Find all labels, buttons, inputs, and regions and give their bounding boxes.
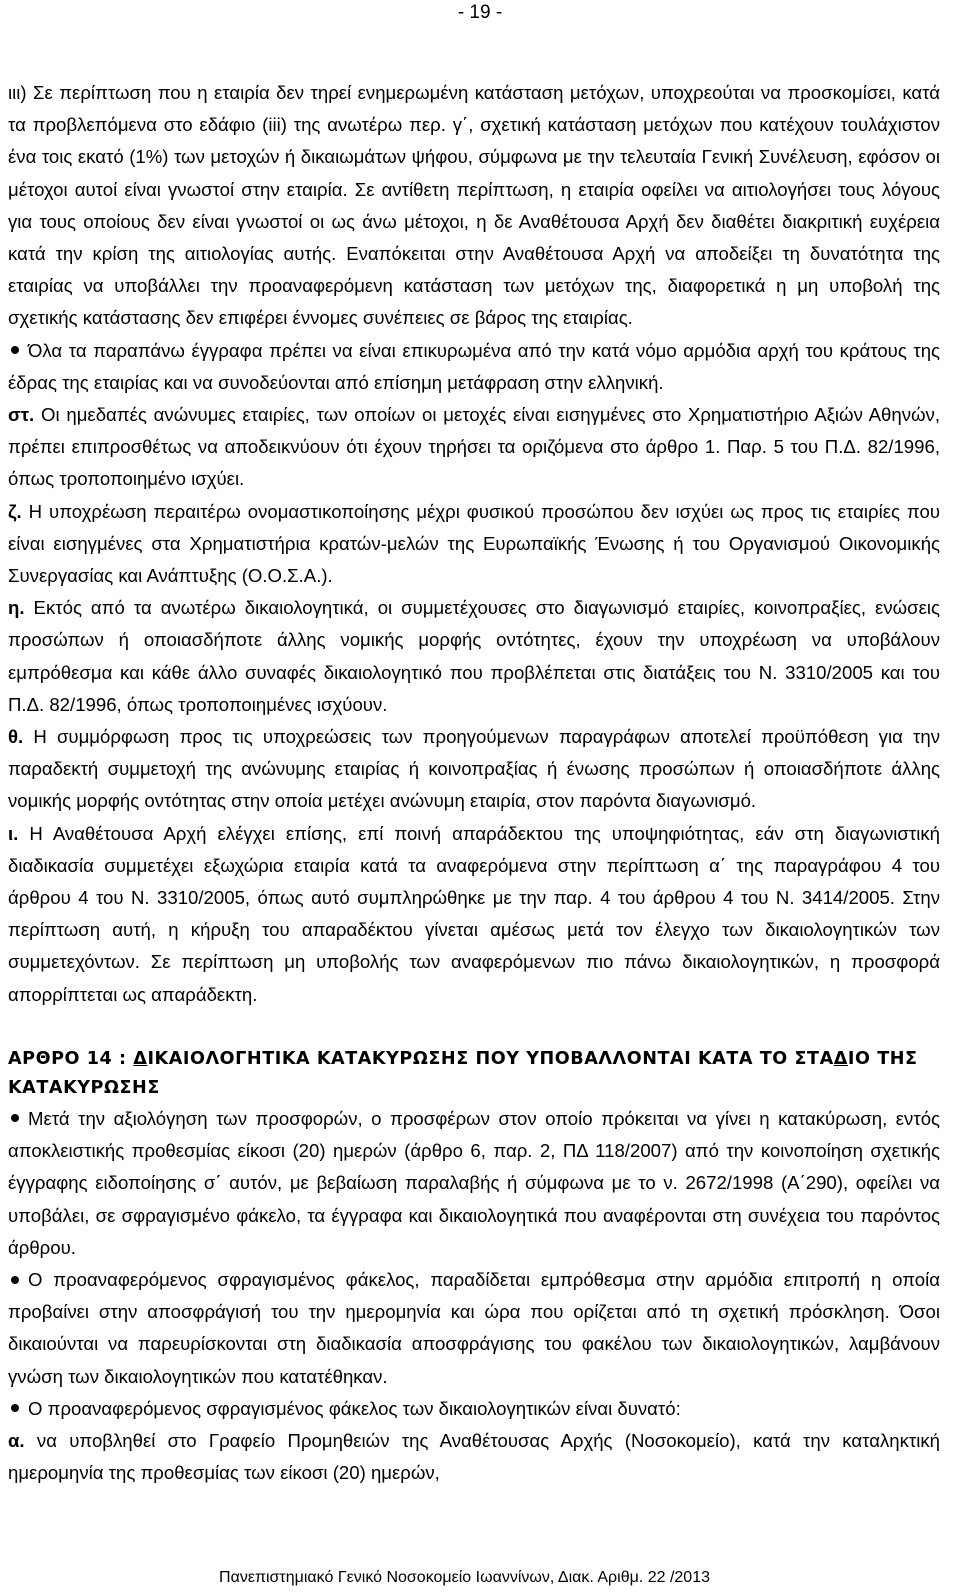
- paragraph-text: Η Αναθέτουσα Αρχή ελέγχει επίσης, επί ποινή απαράδεκτου της υποψηφιότητας, εάν στη διαγωνιστική διαδικασία συμμετέχει εξωχώρια εταιρία κατά τα αναφερόμενα στην περίπτωση α΄ της παραγράφου 4 του άρθρου 4 του Ν. 3310/2005, όπως αυτό συμπληρώθηκε με την παρ. 4 του άρθρου 4 του Ν. 3414/2005. Στην περίπτωση αυτή, η κήρυξη του απαραδέκτου γίνεται αμέσως μετά τον έλεγχο των δικαιολογητικών των συμμετεχόντων. Σε περίπτωση μη υποβολής των αναφερόμενων πιο πάνω δικαιολογητικών, η προσφορά απορρίπτεται ως απαράδεκτη.: [8, 822, 940, 1005]
- bullet-icon: [11, 1404, 19, 1412]
- paragraph-lead: ι.: [8, 822, 19, 844]
- paragraph-lead: στ.: [8, 404, 35, 426]
- page-footer: Πανεπιστημιακό Γενικό Νοσοκομείο Ιωαννίνων, Διακ. Αριθμ. 22 /2013: [219, 1569, 710, 1586]
- paragraph-z: [8, 496, 940, 593]
- paragraph-text: Η συμμόρφωση προς τις υποχρεώσεις των προηγούμενων παραγράφων αποτελεί προϋπόθεση για την παραδεκτή συμμετοχή της ανώνυμης εταιρίας ή κοινοπραξίας ή ένωσης προσώπων ή οποιασδήποτε άλλης νομικής μορφής οντότητας στην οποία μετέχει ανώνυμη εταιρία, στον παρόντα διαγωνισμό.: [8, 726, 940, 812]
- page-number: - 19 -: [457, 2, 503, 23]
- bullet-text: Μετά την αξιολόγηση των προσφορών, ο προσφέρων στον οποίο πρόκειται να γίνει η κατακύρωση, εντός αποκλειστικής προθεσμίας είκοσι (20) ημερών (άρθρο 6, παρ. 2, ΠΔ 118/2007) από την κοινοποίηση σχετικής έγγραφης ειδοποίησης σ΄ αυτόν, με βεβαίωση παραλαβής ή σύμφωνα με το ν. 2672/1998 (Α΄290), οφείλει να υποβάλει, σε σφραγισμένο φάκελο, τα έγγραφα και δικαιολογητικά που αναφέρονται στη συνέχεια του παρόντος άρθρου.: [8, 1107, 940, 1258]
- paragraph-lead: θ.: [8, 726, 24, 748]
- bullet-item-certified-documents: [8, 335, 940, 399]
- paragraph-lead: ζ.: [8, 500, 22, 522]
- paragraph-a: [8, 1425, 940, 1489]
- bullet-text: Ο προαναφερόμενος σφραγισμένος φάκελος, παραδίδεται εμπρόθεσμα στην αρμόδια επιτροπή η οποία προβαίνει στην αποσφράγισή του την ημερομηνία και ώρα που ορίζεται από τη σχετική πρόσκληση. Όσοι δικαιούνται να παρευρίσκονται στη διαδικασία αποσφράγισης του φακέλου των δικαιολογητικών, λαμβάνουν γνώση των δικαιολογητικών που κατατέθηκαν.: [8, 1268, 940, 1387]
- bullet-item-envelope-submission: [8, 1393, 940, 1425]
- heading-text-part-1: ΙΚΑΙΟΛΟΓΗΤΙΚΑ ΚΑΤΑΚΥΡΩΣΗΣ ΠΟΥ ΥΠΟΒΑΛΛΟΝΤΑΙ ΚΑΤΑ ΤΟ ΣΤΑ: [147, 1048, 834, 1069]
- heading-text-part-2: ΙΟ ΤΗΣ ΚΑΤΑΚΥΡΩΣΗΣ: [8, 1048, 918, 1098]
- paragraph-lead: α.: [8, 1429, 25, 1451]
- bullet-icon: [11, 1114, 19, 1122]
- paragraph-text: Εκτός από τα ανωτέρω δικαιολογητικά, οι συμμετέχουσες στο διαγωνισμό εταιρίες, κοινοπραξίες, ενώσεις προσώπων ή οποιασδήποτε άλλης νομικής μορφής οντότητες, έχουν την υποχρέωση να υποβάλουν εμπρόθεσμα και κάθε άλλο συναφές δικαιολογητικό που προβλέπεται στις διατάξεις του Ν. 3310/2005 και του Π.Δ. 82/1996, όπως τροποποιημένες ισχύουν.: [8, 597, 940, 715]
- bullet-text: Ο προαναφερόμενος σφραγισμένος φάκελος των δικαιολογητικών είναι δυνατό:: [28, 1397, 681, 1419]
- bullet-icon: [11, 1276, 19, 1284]
- bullet-icon: [11, 346, 19, 354]
- paragraph-text: Οι ημεδαπές ανώνυμες εταιρίες, των οποίων οι μετοχές είναι εισηγμένες στο Χρηματιστήριο Αξιών Αθηνών, πρέπει επιπροσθέτως να αποδεικνύουν ότι έχουν τηρήσει τα οριζόμενα στο άρθρο 1. Παρ. 5 του Π.Δ. 82/1996, όπως τροποποιημένο ισχύει.: [8, 404, 940, 490]
- paragraph-text: να υποβληθεί στο Γραφείο Προμηθειών της Αναθέτουσας Αρχής (Νοσοκομείο), κατά την καταληκτική ημερομηνία της προθεσμίας των είκοσι (20) ημερών,: [8, 1429, 940, 1484]
- section-spacer: [8, 1011, 940, 1045]
- paragraph-th: [8, 721, 940, 818]
- bullet-item-award-deadline: [8, 1103, 940, 1264]
- article-14-heading: [8, 1045, 940, 1103]
- heading-underlined-letter: Δ: [833, 1048, 848, 1069]
- paragraph-text: ιιι) Σε περίπτωση που η εταιρία δεν τηρεί ενημερωμένη κατάσταση μετόχων, υποχρεούται να προσκομίσει, κατά τα προβλεπόμενα στο εδάφιο (iii) της ανωτέρω περ. γ΄, σχετική κατάσταση μετόχων που κατέχουν τουλάχιστον ένα τοις εκατό (1%) των μετοχών ή δικαιωμάτων ψήφου, σύμφωνα με την τελευταία Γενική Συνέλευση, εφόσον οι μέτοχοι αυτοί είναι γνωστοί στην εταιρία. Σε αντίθετη περίπτωση, η εταιρία οφείλει να αιτιολογήσει τους λόγους για τους οποίους δεν είναι γνωστοί οι ως άνω μέτοχοι, η δε Αναθέτουσα Αρχή δεν διαθέτει διακριτική ευχέρεια κατά την κρίση της αιτιολογίας αυτής. Εναπόκειται στην Αναθέτουσα Αρχή να αποδείξει τη δυνατότητα της εταιρίας να υποβάλλει την προαναφερόμενη κατάσταση των μετόχων της, διαφορετικά η μη υποβολή της σχετικής κατάστασης δεν επιφέρει έννομες συνέπειες σε βάρος της εταιρίας.: [8, 82, 940, 329]
- paragraph-lead: η.: [8, 597, 25, 619]
- document-body: [8, 77, 940, 1489]
- paragraph-st: [8, 399, 940, 496]
- paragraph-shareholders-list: [8, 77, 940, 335]
- paragraph-i: [8, 592, 940, 721]
- bullet-item-sealed-envelope: [8, 1264, 940, 1393]
- heading-prefix: ΑΡΘΡΟ 14 :: [8, 1048, 134, 1069]
- bullet-text: Όλα τα παραπάνω έγγραφα πρέπει να είναι επικυρωμένα από την κατά νόμο αρμόδια αρχή του κράτους της έδρας της εταιρίας και να συνοδεύονται από επίσημη μετάφραση στην ελληνική.: [8, 339, 940, 393]
- paragraph-text: Η υποχρέωση περαιτέρω ονομαστικοποίησης μέχρι φυσικού προσώπου δεν ισχύει ως προς τις εταιρίες που είναι εισηγμένες στα Χρηματιστήρια κρατών-μελών της Ευρωπαϊκής Ένωσης ή του Οργανισμού Οικονομικής Συνεργασίας και Ανάπτυξης (Ο.Ο.Σ.Α.).: [8, 500, 940, 587]
- paragraph-iota: [8, 818, 940, 1011]
- heading-underlined-letter: Δ: [133, 1048, 148, 1069]
